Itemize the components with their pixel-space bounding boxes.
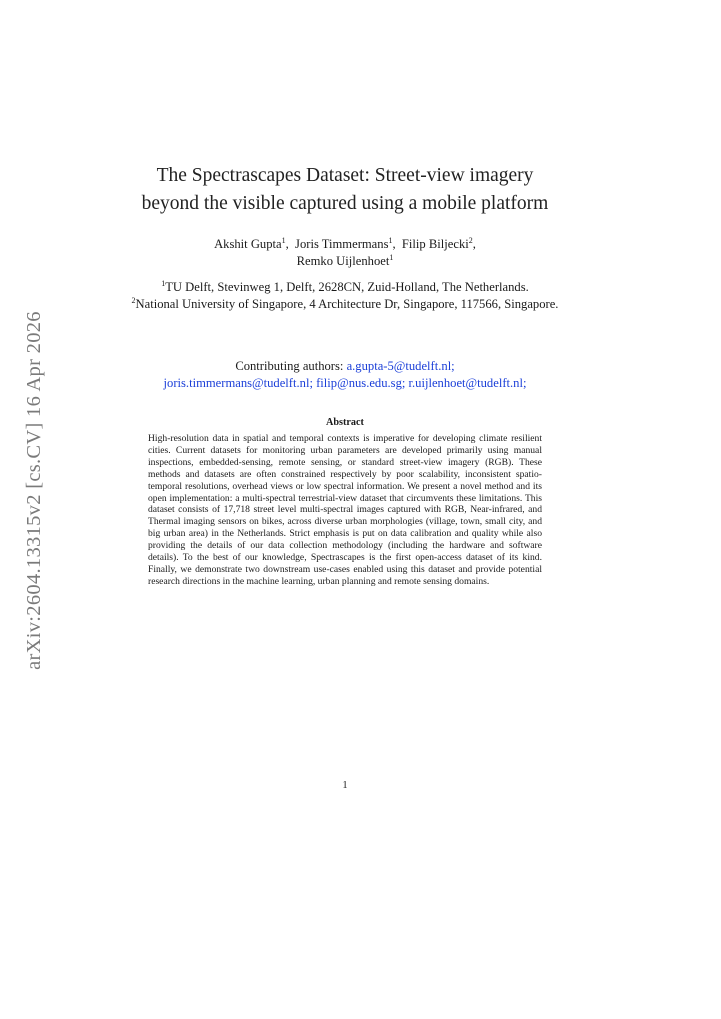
email-link[interactable]: filip@nus.edu.sg; — [316, 376, 406, 390]
contributing-authors — [100, 358, 590, 392]
email-link[interactable]: joris.timmermans@tudelft.nl; — [163, 376, 313, 390]
abstract-heading: Abstract — [326, 417, 364, 428]
email-link[interactable]: r.uijlenhoet@tudelft.nl; — [408, 376, 527, 390]
abstract-body: High-resolution data in spatial and temporal contexts is imperative for developing climate resilient cities. Current datasets for monitoring urban parameters are developed primarily using manual inspections, embedded-sensing, remote sensing, or standard street-view imagery (RGB). These methods and datasets are often constrained respectively by poor scalability, inconsistent spatio-temporal resolutions, overhead views or low spectral information. We present a novel method and its open implementation: a multi-spectral terrestrial-view dataset that circumvents these limitations. This dataset consists of 17,718 street level multi-spectral images captured with RGB, Near-infrared, and Thermal imaging sensors on bikes, across diverse urban morphologies (village, town, small city, and big urban area) in the Netherlands. Strict emphasis is put on data calibration and quality while also providing the details of our data collection methodology (including the hardware and software details). To the best of our knowledge, Spectrascapes is the first open-access dataset of its kind. Finally, we demonstrate two downstream use-cases enabled using this dataset and provide potential research directions in the machine learning, urban planning and remote sensing domains. — [148, 433, 542, 587]
arxiv-stamp-text: arXiv:2604.13315v2 [cs.CV] 16 Apr 2026 — [22, 310, 45, 670]
author-affil-mark: 1 — [281, 235, 286, 245]
title-line-2: beyond the visible captured using a mobile platform — [141, 193, 549, 214]
affiliation-1 — [100, 279, 590, 296]
affil-text: National University of Singapore, 4 Architecture Dr, Singapore, 117566, Singapore. — [135, 297, 559, 311]
affiliation-2 — [100, 296, 590, 313]
author-list: Akshit Gupta$^1$, Joris Timmermans$^1$, Filip Biljecki$^2$, Remko Uijlenhoet$^1$ — [214, 235, 476, 268]
contributing-label: Contributing authors: — [235, 359, 344, 373]
author-affil-mark: 1 — [389, 252, 394, 262]
affiliation-list — [100, 279, 590, 313]
affil-text: TU Delft, Stevinweg 1, Delft, 2628CN, Zuid-Holland, The Netherlands. — [165, 280, 529, 294]
author-name: Joris Timmermans — [295, 237, 389, 251]
paper-title — [100, 162, 590, 218]
page-number: 1 — [342, 780, 348, 791]
author-name: Filip Biljecki — [401, 237, 469, 251]
author-affil-mark: 2 — [468, 235, 473, 245]
author-name: Akshit Gupta — [214, 237, 282, 251]
affil-mark: 1 — [161, 278, 166, 288]
arxiv-stamp — [14, 300, 54, 680]
title-line-1: The Spectrascapes Dataset: Street-view imagery — [156, 165, 534, 186]
email-link[interactable]: a.gupta-5@tudelft.nl; — [346, 359, 455, 373]
author-affil-mark: 1 — [388, 235, 393, 245]
author-name: Remko Uijlenhoet — [296, 254, 390, 268]
affil-mark: 2 — [131, 295, 136, 305]
